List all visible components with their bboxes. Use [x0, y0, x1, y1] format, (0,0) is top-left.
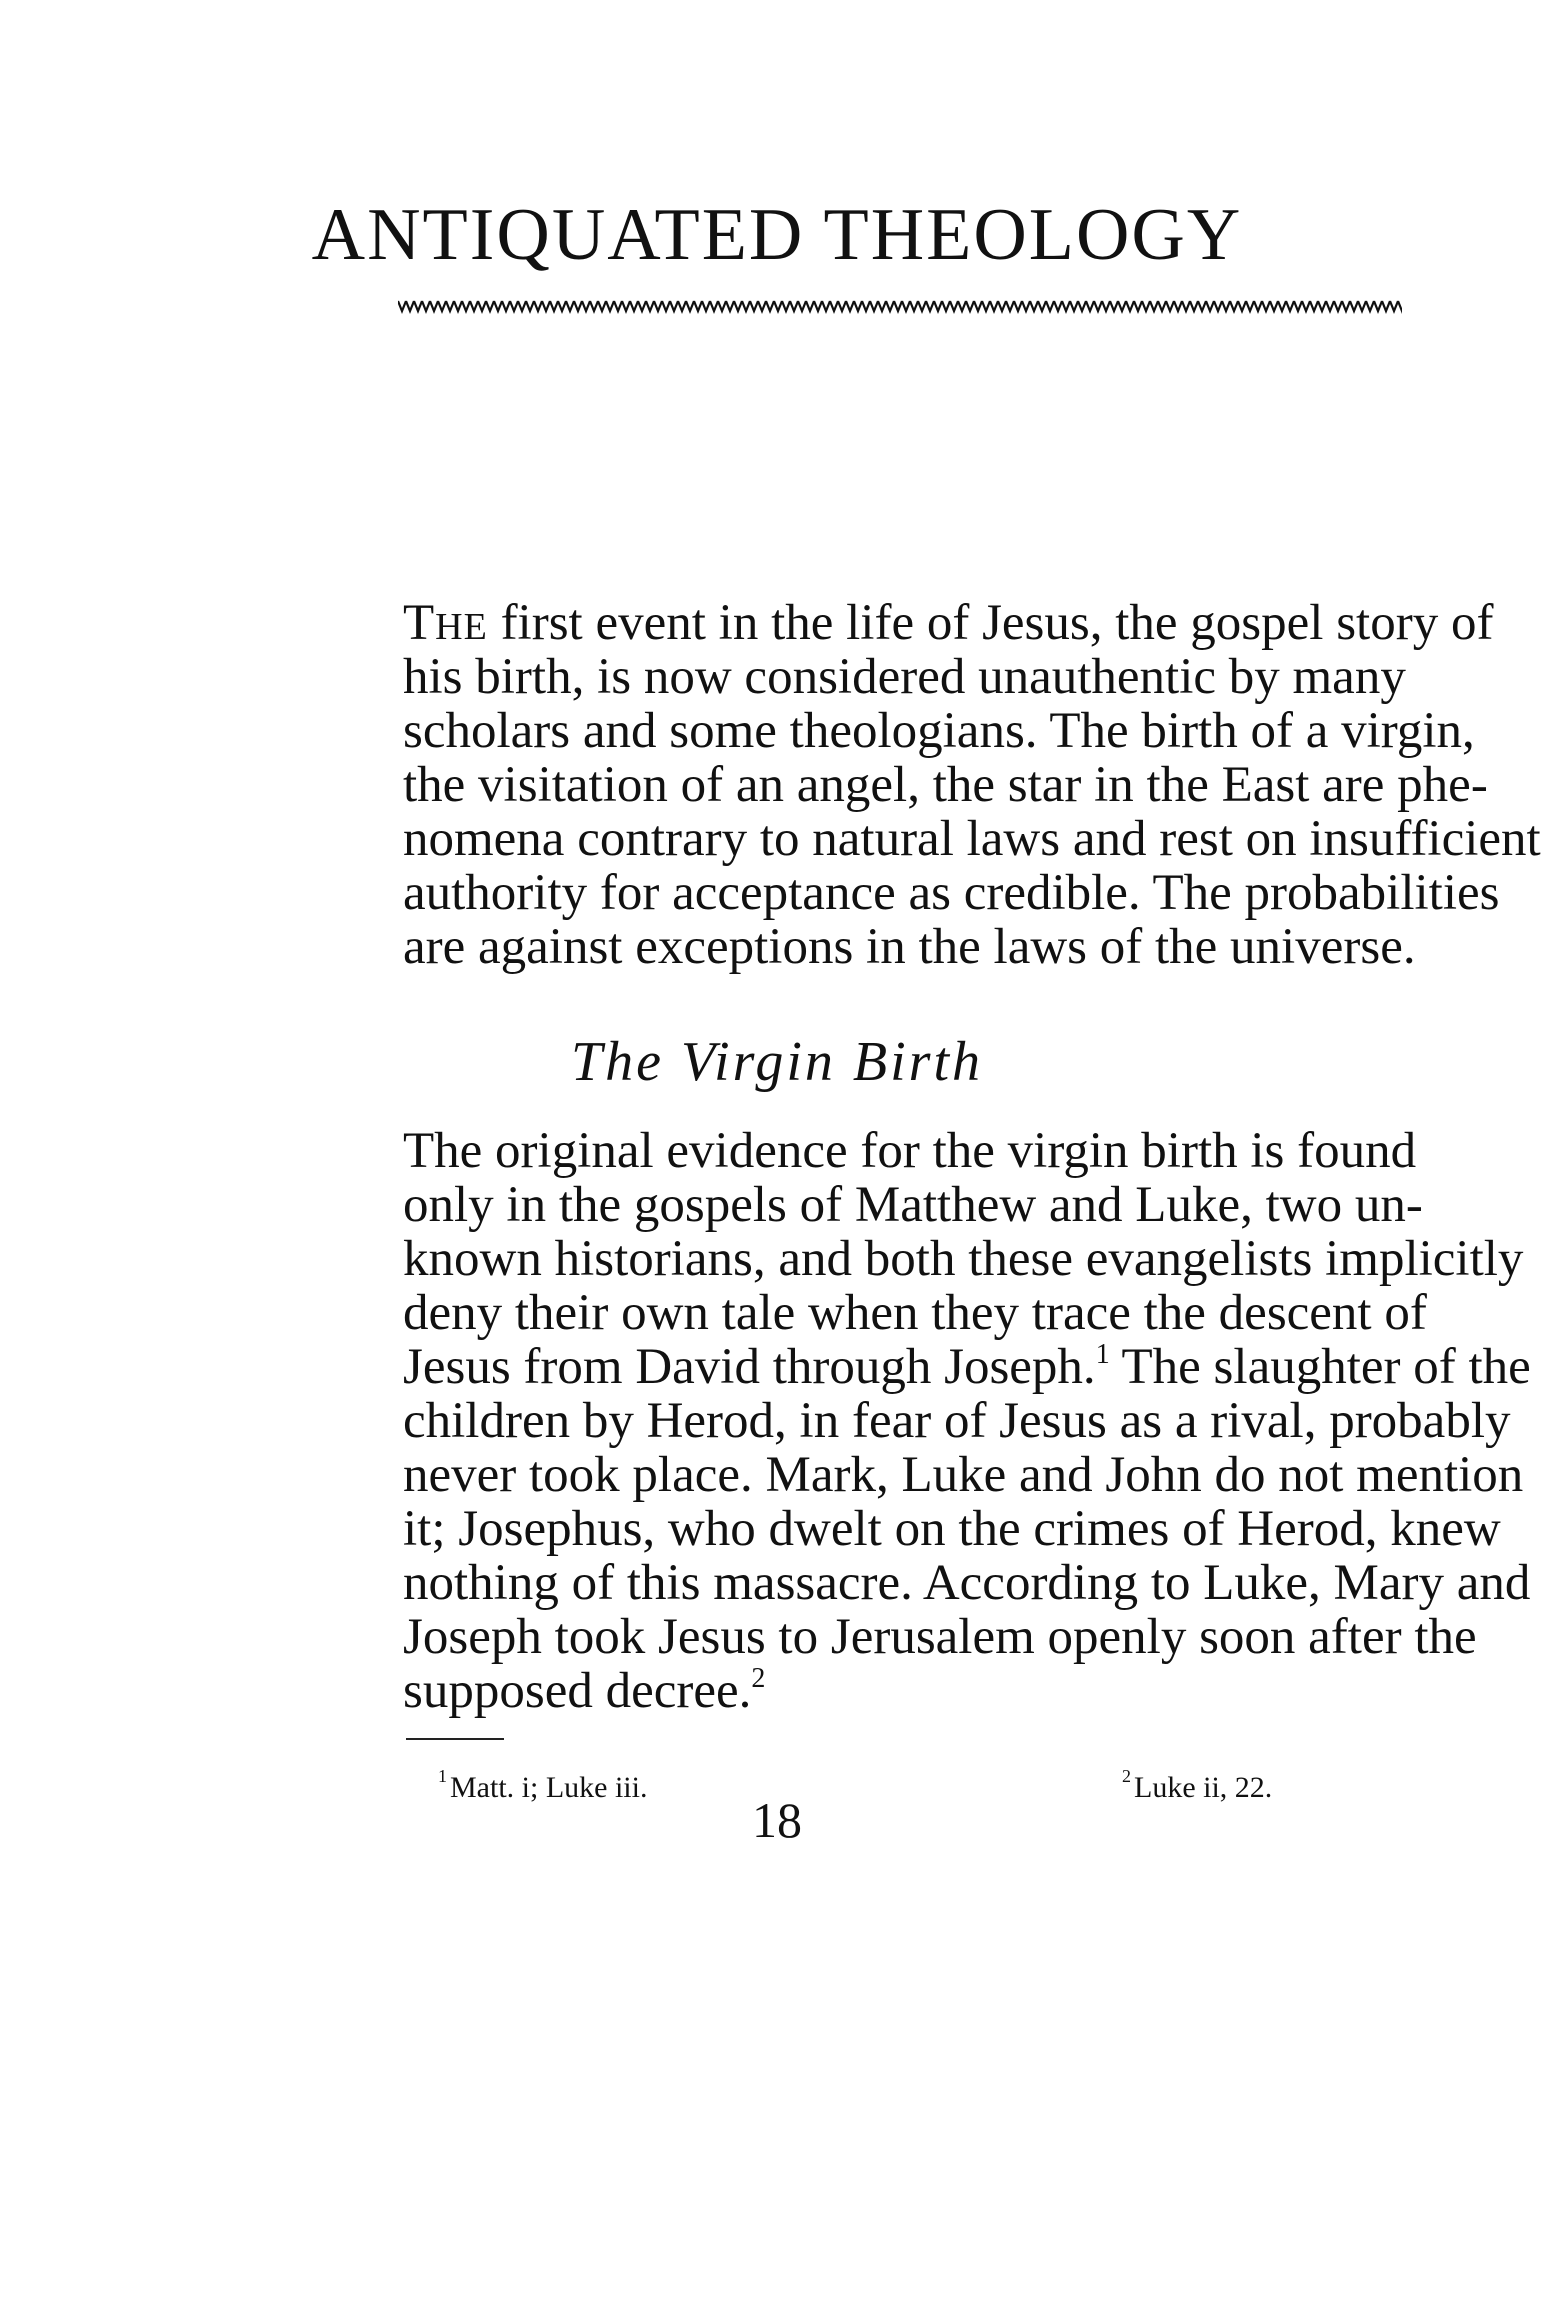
footnote-divider [406, 1738, 504, 1740]
paragraph-line [403, 595, 1494, 651]
footnote-text: Luke ii, 22. [1134, 1771, 1273, 1804]
paragraph-line [403, 1664, 1402, 1718]
paragraph-line: his birth, is now considered unauthentic by many [403, 649, 1406, 705]
paragraph-line: it; Josephus, who dwelt on the crimes of Herod, knew [403, 1501, 1501, 1557]
paragraph-line: children by Herod, in fear of Jesus as a rival, probably [403, 1393, 1511, 1449]
line-text: Jesus from David through Joseph. [403, 1339, 1096, 1395]
footnote-reference-1: 1 [1095, 1339, 1110, 1370]
paragraph-line: Joseph took Jesus to Jerusalem openly soon after the [403, 1609, 1477, 1665]
section-heading: The Virgin Birth [571, 1031, 983, 1093]
paragraph-line: never took place. Mark, Luke and John do not mention [403, 1447, 1524, 1503]
paragraph-line: the visitation of an angel, the star in the East are phe- [403, 757, 1488, 813]
footnote-text: Matt. i; Luke iii. [450, 1771, 648, 1804]
page-number: 18 [752, 1792, 802, 1848]
line-text: supposed decree. [403, 1663, 752, 1719]
line-text: The slaughter of the [1109, 1339, 1531, 1395]
paragraph-birth-story [403, 595, 1541, 975]
paragraph-line: authority for acceptance as credible. The probabilities [403, 865, 1500, 921]
paragraph-line: The original evidence for the virgin birth is found [403, 1123, 1417, 1179]
page-title: ANTIQUATED THEOLOGY [311, 194, 1243, 276]
paragraph-line: known historians, and both these evangelists implicitly [403, 1231, 1524, 1287]
drop-small-caps: THE [403, 595, 488, 651]
footnote-mark: 1 [438, 1766, 447, 1786]
small-caps-letters: HE [435, 606, 488, 648]
paragraph-line [403, 1339, 1531, 1395]
paragraph-line: deny their own tale when they trace the descent of [403, 1285, 1427, 1341]
paragraph-line: nothing of this massacre. According to Luke, Mary and [403, 1555, 1531, 1611]
line-text: first event in the life of Jesus, the gospel story of [500, 595, 1494, 651]
paragraph-virgin-birth [403, 1123, 1531, 1719]
ornamental-rule [398, 298, 1402, 314]
paragraph-line: only in the gospels of Matthew and Luke, two un- [403, 1177, 1423, 1233]
wavy-rule-graphic [398, 298, 1402, 314]
footnote-reference-2: 2 [751, 1663, 766, 1694]
footnote-mark: 2 [1122, 1766, 1131, 1786]
paragraph-line: are against exceptions in the laws of the universe. [403, 919, 1416, 975]
paragraph-line: scholars and some theologians. The birth of a virgin, [403, 703, 1475, 759]
paragraph-line: nomena contrary to natural laws and rest on insufficient [403, 811, 1541, 867]
